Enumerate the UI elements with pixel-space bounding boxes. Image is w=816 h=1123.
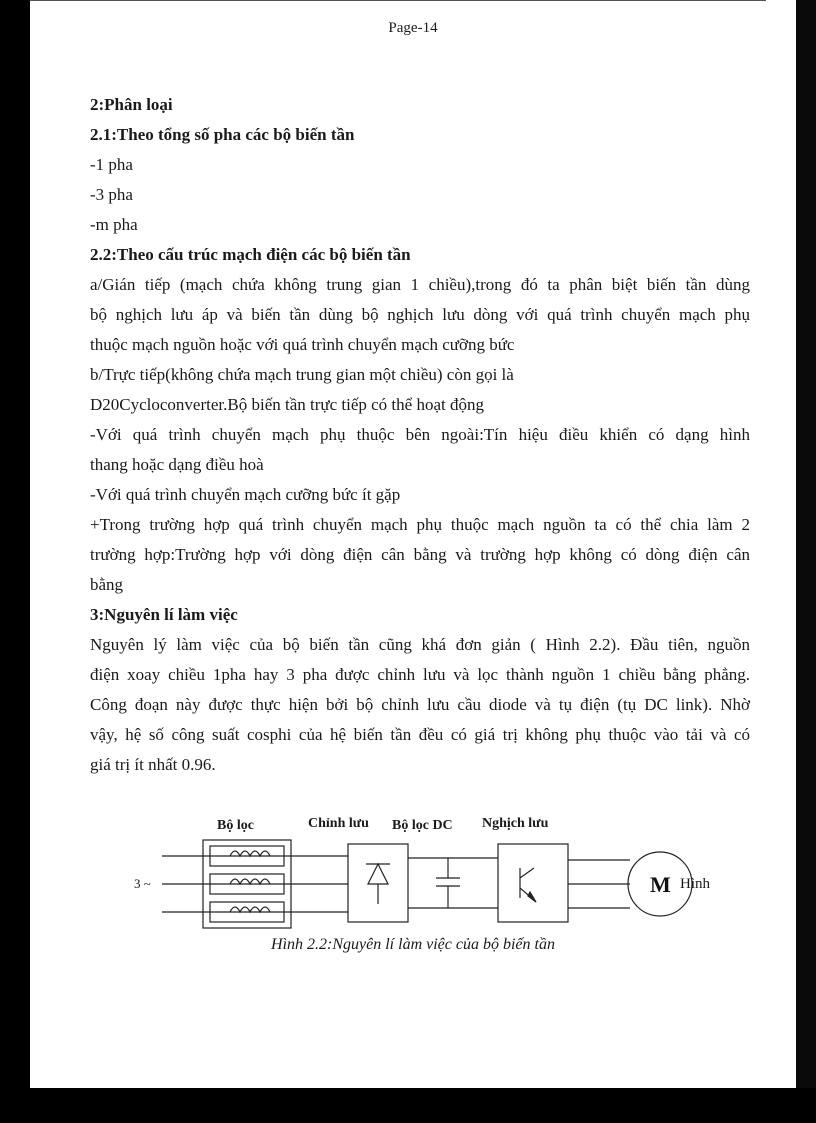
heading-working-principle: 3:Nguyên lí làm việc [90, 605, 238, 624]
heading-classification: 2:Phân loại [90, 95, 173, 114]
top-rule [30, 0, 766, 1]
inductor-icon [230, 879, 270, 884]
paragraph-line: b/Trực tiếp(không chứa mạch trung gian một chiều) còn gọi là [90, 365, 514, 384]
diagram-drawing [130, 812, 730, 942]
inductor-icon [230, 907, 270, 912]
inverter-block [498, 844, 568, 922]
filter-label: Bộ lọc [217, 818, 254, 833]
figure-caption: Hình 2.2:Nguyên lí làm việc của bộ biến tần [271, 936, 555, 953]
scan-border-left [0, 0, 30, 1123]
heading-by-phase: 2.1:Theo tổng số pha các bộ biến tần [90, 125, 355, 144]
dc-filter-label: Bộ lọc DC [392, 818, 453, 833]
inductor-icon [230, 851, 270, 856]
page-number: Page-14 [388, 20, 438, 36]
list-item: -m pha [90, 215, 138, 234]
paragraph-line: Nguyên lý làm việc của bộ biến tần cũng khá đơn giản ( Hình 2.2). Đầu tiên, nguồn [90, 635, 750, 654]
three-phase-input-label: 3 ~ [134, 876, 151, 891]
motor-label: M [650, 872, 671, 897]
document-page [30, 0, 796, 1088]
rectifier-label: Chỉnh lưu [308, 816, 369, 831]
list-item: -3 pha [90, 185, 133, 204]
heading-by-structure: 2.2:Theo cấu trúc mạch điện các bộ biến tần [90, 245, 411, 264]
paragraph-line: trường hợp:Trường hợp với dòng điện cân bằng và trường hợp không có dòng điện cân [90, 545, 750, 564]
body-text [90, 90, 750, 780]
paragraph-line: vậy, hệ số công suất cosphi của hệ biến tần đều có giá trị không phụ thuộc vào tải và có [90, 725, 750, 744]
paragraph-line: giá trị ít nhất 0.96. [90, 755, 216, 774]
paragraph-line: thuộc mạch nguồn hoặc với quá trình chuyển mạch cưỡng bức [90, 335, 515, 354]
side-label: Hình [680, 876, 710, 892]
paragraph-line: -Với quá trình chuyển mạch cưỡng bức ít gặp [90, 485, 401, 504]
paragraph-line: thang hoặc dạng điều hoà [90, 455, 264, 474]
list-item: -1 pha [90, 155, 133, 174]
rectifier-block [348, 844, 408, 922]
paragraph-line: điện xoay chiều 1pha hay 3 pha được chỉnh lưu và lọc thành nguồn 1 chiều bằng phẳng. [90, 665, 750, 684]
scan-border-bottom [0, 1088, 816, 1123]
paragraph-line: a/Gián tiếp (mạch chứa không trung gian 1 chiều),trong đó ta phân biệt biến tần dùng [90, 275, 750, 294]
diode-icon [366, 864, 390, 904]
transistor-arrow-icon [528, 892, 536, 902]
paragraph-line: bằng [90, 575, 124, 594]
paragraph-line: +Trong trường hợp quá trình chuyển mạch phụ thuộc mạch nguồn ta có thể chia làm 2 [90, 515, 750, 534]
paragraph-line: -Với quá trình chuyển mạch phụ thuộc bên ngoài:Tín hiệu điều khiển có dạng hình [90, 425, 750, 444]
paragraph-line: Công đoạn này được thực hiện bởi bộ chỉnh lưu cầu diode và tụ điện (tụ DC link). Nhờ [90, 695, 750, 714]
scan-border-right [796, 0, 816, 1088]
inverter-label: Nghịch lưu [482, 816, 549, 831]
paragraph-line: bộ nghịch lưu áp và biến tần dùng bộ nghịch lưu dòng với quá trình chuyển mạch phụ [90, 305, 750, 324]
paragraph-line: D20Cycloconverter.Bộ biến tần trực tiếp có thể hoạt động [90, 395, 484, 414]
